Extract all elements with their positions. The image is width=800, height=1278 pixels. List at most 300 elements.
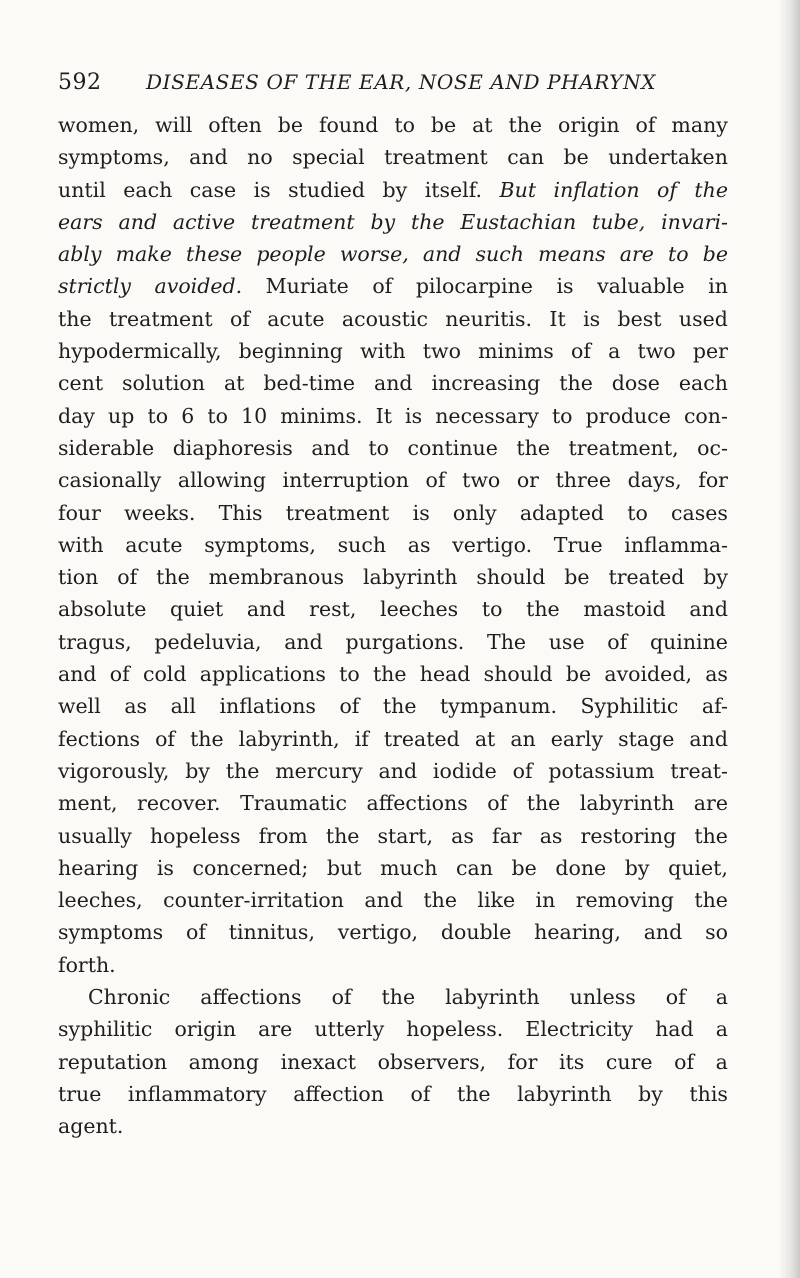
text-line — [58, 626, 728, 658]
word: of — [487, 791, 508, 816]
word: as — [407, 532, 431, 557]
word: the — [694, 177, 728, 202]
word: concerned; — [192, 855, 309, 880]
word: to — [207, 403, 228, 428]
word: at — [223, 371, 245, 396]
word: only — [452, 500, 497, 525]
word: quiet — [170, 597, 224, 622]
word: reputation — [58, 1049, 168, 1074]
word: a — [715, 1049, 728, 1074]
word: pedeluvia, — [154, 629, 262, 654]
word: can — [456, 855, 493, 880]
word: is — [412, 500, 430, 525]
word: no — [247, 145, 273, 170]
word: the — [372, 662, 407, 687]
word: Muriate — [265, 274, 349, 299]
text-line — [58, 464, 728, 496]
word: 6 — [181, 403, 195, 428]
word: diaphoresis — [172, 435, 293, 460]
word: labyrinth — [445, 985, 540, 1010]
word: minims. — [280, 403, 363, 428]
word: of — [155, 726, 176, 751]
word: and — [284, 629, 323, 654]
word: use — [548, 629, 585, 654]
word: if — [354, 726, 369, 751]
word: are — [619, 242, 654, 267]
word: but — [326, 855, 362, 880]
text-line — [58, 432, 728, 464]
word: avoided, — [604, 662, 692, 687]
word: of — [571, 339, 591, 364]
word: strictly — [58, 274, 131, 299]
text-line — [58, 1078, 728, 1110]
word: per — [692, 339, 728, 364]
word: to — [627, 500, 648, 525]
word: counter-irritation — [163, 888, 344, 913]
word: mastoid — [583, 597, 666, 622]
word: for — [507, 1049, 538, 1074]
word: well — [58, 694, 101, 719]
word: acute — [125, 532, 183, 557]
word: affection — [293, 1081, 384, 1106]
text-line — [58, 335, 728, 367]
word: True — [553, 532, 603, 557]
word: this — [689, 1081, 728, 1106]
word: tube, — [592, 209, 646, 234]
word: is — [253, 177, 271, 202]
word: of — [607, 629, 628, 654]
word: origin — [558, 113, 620, 137]
text-line — [58, 755, 728, 787]
word: restoring — [580, 823, 677, 848]
word: But — [499, 177, 537, 202]
word: two — [637, 339, 676, 364]
word: women, — [58, 113, 140, 137]
word: tinnitus, — [228, 920, 315, 945]
word: done — [555, 855, 607, 880]
word: be — [563, 145, 589, 170]
word: much — [380, 855, 438, 880]
word: stage — [618, 726, 675, 751]
word: for — [698, 468, 728, 493]
word: the — [325, 823, 360, 848]
word: con- — [683, 403, 728, 428]
word: a — [608, 339, 621, 364]
word: be — [564, 565, 590, 590]
word: start, — [377, 823, 434, 848]
word: two — [422, 339, 461, 364]
word: removing — [575, 888, 674, 913]
word: by — [382, 177, 408, 202]
word: true — [58, 1081, 102, 1106]
word: the — [156, 565, 190, 590]
word: quinine — [649, 629, 728, 654]
text-line — [58, 238, 728, 270]
word: many — [671, 113, 728, 137]
word: with — [360, 339, 406, 364]
word: means — [538, 242, 606, 267]
word: the — [694, 888, 728, 913]
word: hearing — [58, 855, 139, 880]
word: treatment — [108, 306, 213, 331]
word: agent. — [58, 1114, 124, 1139]
word: casionally — [58, 468, 162, 493]
word: pilocarpine — [415, 274, 533, 299]
word: It — [375, 403, 392, 428]
word: of — [665, 985, 686, 1010]
word: symptoms, — [58, 145, 170, 170]
word: best — [617, 306, 662, 331]
word: day — [58, 403, 95, 428]
word: of — [425, 468, 446, 493]
word: inflammatory — [127, 1081, 267, 1106]
word: is — [583, 306, 601, 331]
word: active — [172, 209, 236, 234]
word: is — [156, 855, 174, 880]
text-line — [58, 852, 728, 884]
word: the — [694, 823, 728, 848]
word: inflations — [219, 694, 316, 719]
word: the — [190, 726, 224, 751]
word: bed-time — [263, 371, 356, 396]
word: and — [422, 242, 462, 267]
word: by — [624, 855, 650, 880]
word: of — [331, 985, 352, 1010]
text-line — [58, 529, 728, 561]
word: undertaken — [608, 145, 728, 170]
text-line — [58, 916, 728, 948]
word: leeches, — [58, 888, 143, 913]
word: at — [472, 113, 493, 137]
word: purgations. — [345, 629, 465, 654]
word: itself. — [424, 177, 483, 202]
word: like — [477, 888, 516, 913]
word: to — [668, 242, 689, 267]
word: labyrinth, — [238, 726, 340, 751]
word: tion — [58, 565, 99, 590]
word: treatment — [250, 209, 355, 234]
page-number: 592 — [58, 70, 102, 95]
word: case — [189, 177, 237, 202]
word: labyrinth — [579, 791, 675, 816]
word: quiet, — [668, 855, 728, 880]
word: leeches — [380, 597, 459, 622]
word: inexact — [280, 1049, 356, 1074]
word: applications — [199, 662, 326, 687]
word: acoustic — [341, 306, 428, 331]
word: hearing, — [534, 920, 621, 945]
word: ears — [58, 209, 103, 234]
word: absolute — [58, 597, 147, 622]
word: found — [318, 113, 379, 137]
word: treatment, — [568, 435, 679, 460]
word: acute — [267, 306, 325, 331]
word: special — [292, 145, 365, 170]
word: to — [551, 403, 573, 428]
text-line — [58, 206, 728, 238]
word: tympanum. — [440, 694, 557, 719]
text-line — [58, 109, 728, 141]
word: unless — [569, 985, 636, 1010]
word: of — [186, 920, 206, 945]
word: weeks. — [124, 500, 196, 525]
paragraph — [58, 109, 728, 981]
word: and — [364, 888, 403, 913]
word: head — [419, 662, 471, 687]
word: of — [657, 177, 677, 202]
text-line — [58, 400, 728, 432]
word: treated — [383, 726, 460, 751]
word: days, — [627, 468, 682, 493]
word: to — [481, 597, 503, 622]
text-line — [58, 723, 728, 755]
word: of — [109, 662, 130, 687]
word: the — [559, 371, 593, 396]
word: the — [381, 985, 416, 1010]
word: and — [643, 920, 683, 945]
word: studied — [288, 177, 366, 202]
word: treat- — [670, 758, 728, 783]
word: such — [475, 242, 524, 267]
word: and — [689, 726, 728, 751]
word: continue — [407, 435, 498, 460]
word: are — [693, 791, 728, 816]
word: invari- — [661, 209, 728, 234]
word: inflamma- — [624, 532, 728, 557]
word: hopeless — [149, 823, 241, 848]
word: observers, — [377, 1049, 487, 1074]
text-line — [58, 1013, 728, 1045]
word: mercury — [275, 758, 363, 783]
word: It — [549, 306, 566, 331]
word: necessary — [435, 403, 539, 428]
word: its — [558, 1049, 585, 1074]
word: cold — [142, 662, 187, 687]
word: the — [516, 435, 550, 460]
word: and — [373, 371, 413, 396]
word: a — [715, 1017, 728, 1042]
word: as — [705, 662, 728, 687]
word: up — [108, 403, 135, 428]
word: the — [526, 597, 560, 622]
word: potassium — [548, 758, 655, 783]
word: be — [511, 855, 537, 880]
word: usually — [58, 823, 132, 848]
word: are — [258, 1017, 293, 1042]
word: vigorously, — [58, 758, 170, 783]
word: forth. — [58, 952, 116, 977]
word: among — [188, 1049, 259, 1074]
word: all — [170, 694, 196, 719]
word: cases — [671, 500, 728, 525]
word: Syphilitic — [580, 694, 679, 719]
word: two — [462, 468, 501, 493]
word: rest, — [309, 597, 357, 622]
word: the — [410, 209, 445, 234]
word: of — [229, 306, 250, 331]
word: interruption — [282, 468, 409, 493]
text-line — [58, 174, 728, 206]
text-line — [58, 658, 728, 690]
word: affections — [200, 985, 302, 1010]
word: early — [550, 726, 604, 751]
word: to — [147, 403, 169, 428]
word: and — [246, 597, 286, 622]
page-header — [58, 70, 718, 106]
word: is — [405, 403, 423, 428]
word: oc- — [697, 435, 728, 460]
word: these — [185, 242, 243, 267]
text-line — [58, 981, 728, 1013]
word: should — [476, 565, 546, 590]
word: tragus, — [58, 629, 132, 654]
word: The — [487, 629, 527, 654]
word: each — [123, 177, 173, 202]
word: treated — [608, 565, 685, 590]
word: such — [337, 532, 387, 557]
word: to — [339, 662, 360, 687]
word: Chronic — [88, 985, 171, 1010]
text-line — [58, 787, 728, 819]
word: people — [256, 242, 326, 267]
word: each — [678, 371, 728, 396]
word: in — [708, 274, 728, 299]
word: by — [370, 209, 396, 234]
text-line — [58, 303, 728, 335]
word: labyrinth — [517, 1081, 612, 1106]
word: a — [715, 985, 728, 1010]
word: vertigo. — [452, 532, 533, 557]
word: beginning — [238, 339, 343, 364]
text-line — [58, 270, 728, 302]
word: produce — [585, 403, 671, 428]
running-title: DISEASES OF THE EAR, NOSE AND PHARYNX — [146, 70, 657, 94]
word: be — [702, 242, 728, 267]
word: and — [118, 209, 158, 234]
word: the — [508, 113, 543, 137]
word: vertigo, — [337, 920, 419, 945]
word: Eustachian — [460, 209, 577, 234]
word: of — [410, 1081, 431, 1106]
word: in — [535, 888, 556, 913]
word: cure — [605, 1049, 653, 1074]
word: the — [382, 694, 417, 719]
word: to — [368, 435, 389, 460]
word: inflation — [553, 177, 640, 202]
text-line — [58, 1046, 728, 1078]
word: solution — [122, 371, 205, 396]
word: of — [117, 565, 138, 590]
word: labyrinth — [362, 565, 458, 590]
word: the — [423, 888, 457, 913]
text-line — [58, 690, 728, 722]
word: and — [378, 758, 418, 783]
text-line — [58, 884, 728, 916]
word: siderable — [58, 435, 155, 460]
word: of — [512, 758, 533, 783]
word: by — [703, 565, 728, 590]
word: until — [58, 177, 106, 202]
word: and — [58, 662, 97, 687]
word: the — [526, 791, 561, 816]
word: hopeless. — [406, 1017, 504, 1042]
word: of — [635, 113, 656, 137]
word: by — [185, 758, 210, 783]
word: to — [394, 113, 415, 137]
word: or — [516, 468, 539, 493]
word: from — [258, 823, 308, 848]
word: four — [58, 500, 101, 525]
word: neuritis. — [445, 306, 533, 331]
word: will — [155, 113, 193, 137]
word: should — [483, 662, 553, 687]
word: with — [58, 532, 104, 557]
word: as — [539, 823, 563, 848]
word: valuable — [597, 274, 685, 299]
word: af- — [701, 694, 728, 719]
word: symptoms, — [204, 532, 316, 557]
word: dose — [611, 371, 660, 396]
word: an — [510, 726, 536, 751]
word: 10 — [241, 403, 268, 428]
word: membranous — [208, 565, 345, 590]
word: the — [225, 758, 260, 783]
word: avoided. — [154, 274, 243, 299]
word: hypodermically, — [58, 339, 222, 364]
word: Traumatic — [240, 791, 347, 816]
word: cent — [58, 371, 104, 396]
word: utterly — [314, 1017, 385, 1042]
word: at — [474, 726, 496, 751]
word: can — [507, 145, 545, 170]
word: ably — [58, 242, 102, 267]
word: treatment — [285, 500, 390, 525]
word: double — [440, 920, 512, 945]
body-text — [58, 109, 728, 1143]
word: adapted — [519, 500, 604, 525]
word: had — [655, 1017, 694, 1042]
word: treatment — [384, 145, 488, 170]
word: and — [311, 435, 350, 460]
text-line — [58, 367, 728, 399]
word: of — [339, 694, 360, 719]
word: allowing — [177, 468, 266, 493]
word: by — [638, 1081, 663, 1106]
word: often — [208, 113, 262, 137]
word: affections — [366, 791, 468, 816]
word: Electricity — [525, 1017, 633, 1042]
word: far — [491, 823, 522, 848]
word: fections — [58, 726, 141, 751]
word: make — [115, 242, 172, 267]
paragraph — [58, 981, 728, 1142]
word: be — [565, 662, 592, 687]
word: minims — [478, 339, 554, 364]
word: and — [189, 145, 228, 170]
text-line — [58, 141, 728, 173]
text-line — [58, 1110, 728, 1142]
word: origin — [174, 1017, 237, 1042]
word: worse, — [339, 242, 409, 267]
text-line — [58, 593, 728, 625]
word: This — [218, 500, 263, 525]
word: symptoms — [58, 920, 164, 945]
text-line — [58, 949, 728, 981]
word: be — [277, 113, 303, 137]
word: increasing — [431, 371, 541, 396]
text-line — [58, 820, 728, 852]
word: three — [555, 468, 612, 493]
